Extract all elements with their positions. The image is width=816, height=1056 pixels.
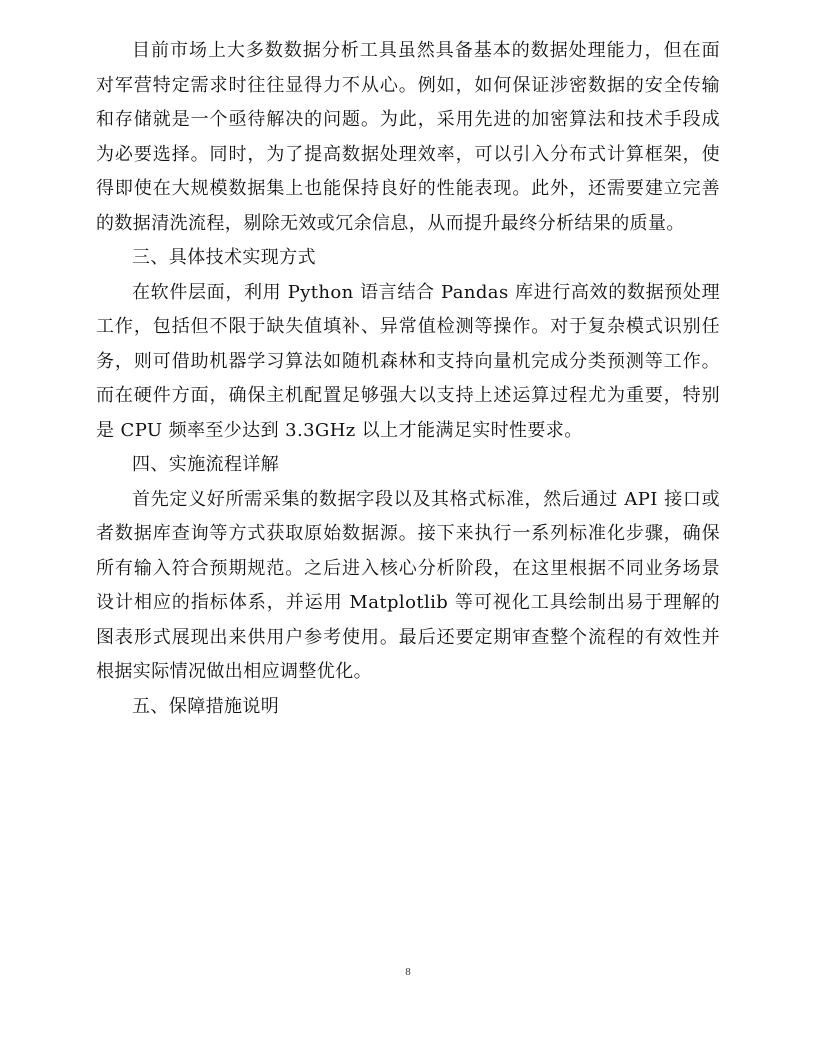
paragraph-market-tools: 目前市场上大多数数据分析工具虽然具备基本的数据处理能力，但在面对军营特定需求时往往显得力不从心。例如，如何保证涉密数据的安全传输和存储就是一个亟待解决的问题。为此，采用先进的加密算法和技术手段成为必要选择。同时，为了提高数据处理效率，可以引入分布式计算框架，使得即使在大规模数据集上也能保持良好的性能表现。此外，还需要建立完善的数据清洗流程，剔除无效或冗余信息，从而提升最终分析结果的质量。: [96, 40, 720, 234]
page-number: 8: [405, 966, 411, 978]
section-heading-5: 五、保障措施说明: [132, 695, 280, 717]
paragraph-technical-implementation: 在软件层面，利用 Python 语言结合 Pandas 库进行高效的数据预处理工作，包括但不限于缺失值填补、异常值检测等操作。对于复杂模式识别任务，则可借助机器学习算法如随机森林和支持向量机完成分类预测等工作。而在硬件方面，确保主机配置足够强大以支持上述运算过程尤为重要，特别是 CPU 频率至少达到 3.3GHz 以上才能满足实时性要求。: [96, 281, 720, 441]
document-body: [96, 34, 720, 724]
paragraph-implementation-process: 首先定义好所需采集的数据字段以及其格式标准，然后通过 API 接口或者数据库查询等方式获取原始数据源。接下来执行一系列标准化步骤，确保所有输入符合预期规范。之后进入核心分析阶段，在这里根据不同业务场景设计相应的指标体系，并运用 Matplotlib 等可视化工具绘制出易于理解的图表形式展现出来供用户参考使用。最后还要定期审查整个流程的有效性并根据实际情况做出相应调整优化。: [96, 488, 720, 682]
section-heading-4: 四、实施流程详解: [132, 454, 280, 475]
section-heading-3: 三、具体技术实现方式: [132, 247, 316, 268]
